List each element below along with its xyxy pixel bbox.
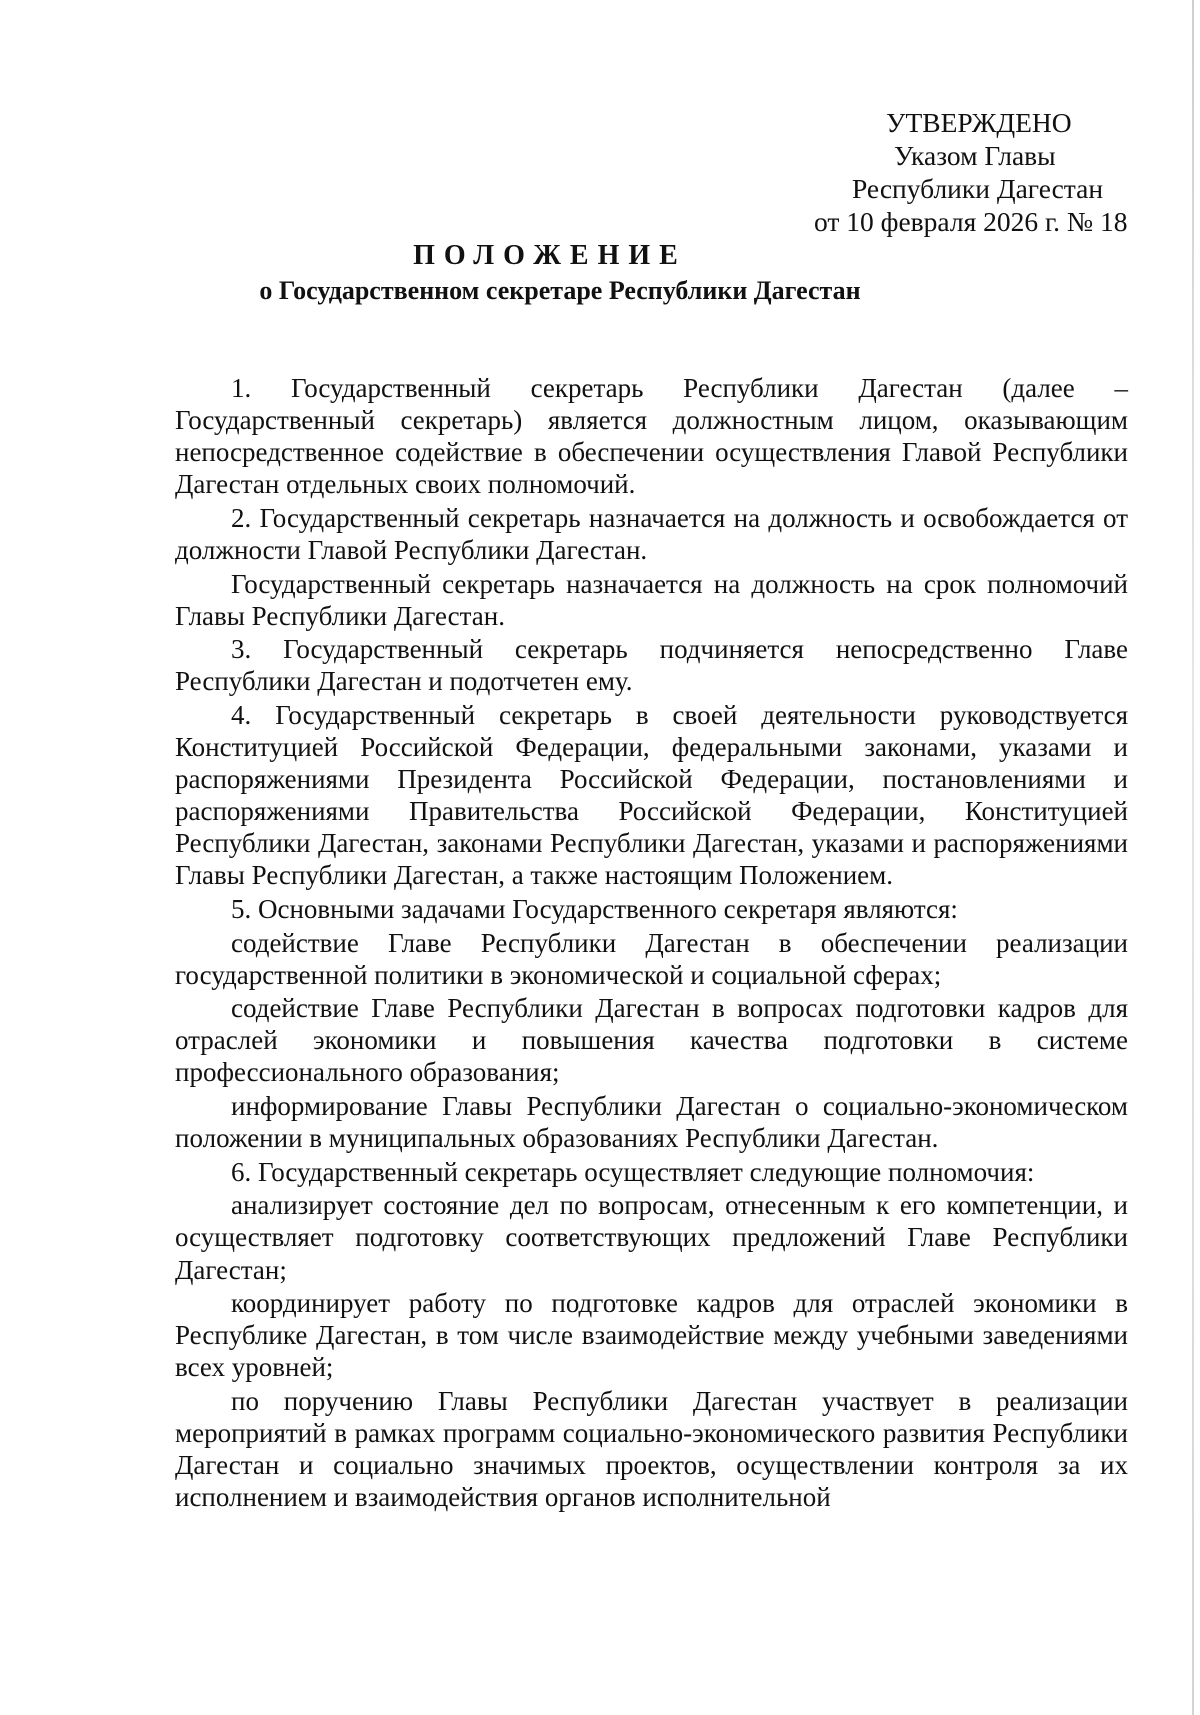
paragraph-5: 5. Основными задачами Государственного секретаря являются:: [231, 894, 958, 924]
approval-line-date-number: от 10 февраля 2026 г. № 18: [814, 206, 1128, 237]
document-body: [175, 372, 1128, 1515]
paragraph-2-term: Государственный секретарь назначается на должность на срок полномочий Главы Республики Дагестан.: [175, 568, 1128, 631]
paragraph-2: 2. Государственный секретарь назначается на должность и освобождается от должности Главой Республики Дагестан.: [175, 502, 1128, 565]
power-analysis: анализирует состояние дел по вопросам, отнесенным к его компетенции, и осуществляет подготовку соответствующих предложений Главе Республики Дагестан;: [175, 1190, 1128, 1285]
task-economic-social: содействие Главе Республики Дагестан в обеспечении реализации государственной политики в экономической и социальной сферах;: [175, 927, 1128, 990]
power-programs: по поручению Главы Республики Дагестан участвует в реализации мероприятий в рамках программ социально-экономического развития Республики Дагестан и социально значимых проектов, осуществлении контроля за их исполнением и взаимодействия органов исполнительной: [175, 1385, 1128, 1513]
approval-line-approved: УТВЕРЖДЕНО: [886, 107, 1072, 138]
approval-line-decree: Указом Главы: [894, 140, 1056, 171]
paragraph-4: 4. Государственный секретарь в своей деятельности руководствуется Конституцией Российской Федерации, федеральными законами, указами и распоряжениями Президента Российской Федерации, постановлениями и распоряжениями Правительства Российской Федерации, Конституцией Республики Дагестан, законами Республики Дагестан, указами и распоряжениями Главы Республики Дагестан, а также настоящим Положением.: [175, 699, 1128, 891]
document-title: ПОЛОЖЕНИЕ: [413, 240, 687, 271]
approval-line-republic: Республики Дагестан: [852, 173, 1104, 204]
approval-stamp-block: [800, 106, 1130, 238]
task-personnel-training: содействие Главе Республики Дагестан в вопросах подготовки кадров для отраслей экономики и повышения качества подготовки в системе профессионального образования;: [175, 993, 1128, 1088]
paragraph-3: 3. Государственный секретарь подчиняется непосредственно Главе Республики Дагестан и подотчетен ему.: [175, 634, 1128, 697]
task-informing: информирование Главы Республики Дагестан о социально-экономическом положении в муниципальных образованиях Республики Дагестан.: [175, 1091, 1128, 1154]
paragraph-6: 6. Государственный секретарь осуществляет следующие полномочия:: [231, 1156, 1035, 1187]
power-coordination: координирует работу по подготовке кадров для отраслей экономики в Республике Дагестан, в том числе взаимодействие между учебными заведениями всех уровней;: [175, 1288, 1128, 1383]
document-subtitle: о Государственном секретаре Республики Дагестан: [259, 276, 861, 305]
paragraph-1: 1. Государственный секретарь Республики Дагестан (далее – Государственный секретарь) является должностным лицом, оказывающим непосредственное содействие в обеспечении осуществления Главой Республики Дагестан отдельных своих полномочий.: [175, 373, 1128, 500]
